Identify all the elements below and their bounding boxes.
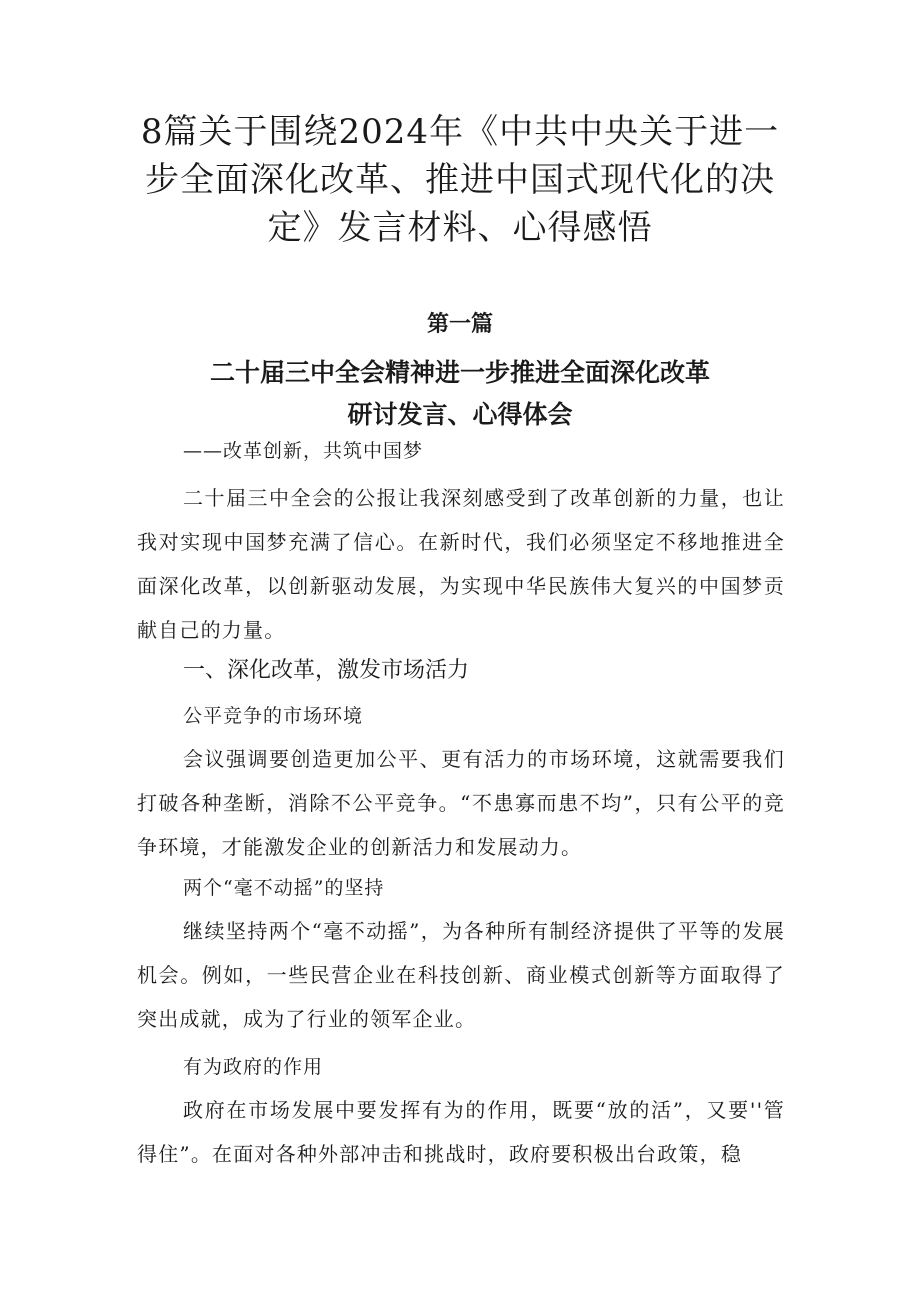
title-line-3: 定》发言材料、心得感悟 — [267, 208, 653, 248]
paragraph-fair-competition: 会议强调要创造更加公平、更有活力的市场环境，这就需要我们打破各种垄断，消除不公平竞争。“不患寡而患不均”，只有公平的竞争环境，才能激发企业的创新活力和发展动力。 — [137, 747, 785, 859]
intro-paragraph: 二十届三中全会的公报让我深刻感受到了改革创新的力量，也让我对实现中国梦充满了信心。在新时代，我们必须坚定不移地推进全面深化改革，以创新驱动发展，为实现中华民族伟大复兴的中国梦贡献自己的力量。 — [137, 486, 785, 642]
subheading-fair-competition: 公平竞争的市场环境 — [183, 705, 364, 727]
title-line-2: 步全面深化改革、推进中国式现代化的决 — [145, 160, 775, 200]
section-subtitle: ——改革创新，共筑中国梦 — [183, 440, 424, 462]
section-title-line-2: 研讨发言、心得体会 — [347, 400, 573, 429]
subheading-two-unwavering: 两个“毫不动摇”的坚持 — [183, 877, 385, 899]
section-title-line-1: 二十届三中全会精神进一步推进全面深化改革 — [209, 358, 710, 387]
section-label: 第一篇 — [426, 312, 493, 337]
heading-deepen-reform: 一、深化改革，激发市场活力 — [183, 658, 470, 683]
paragraph-two-unwavering: 继续坚持两个“毫不动摇”，为各种所有制经济提供了平等的发展机会。例如，一些民营企业在科技创新、商业模式创新等方面取得了突出成就，成为了行业的领军企业。 — [137, 919, 785, 1031]
section-title — [0, 352, 920, 436]
title-line-1: 8篇关于围绕2024年《中共中央关于进一 — [140, 112, 780, 152]
paragraph-government-role: 政府在市场发展中要发挥有为的作用，既要“放的活”，又要''管得住”。在面对各种外部冲击和挑战时，政府要积极出台政策，稳 — [137, 1098, 785, 1166]
subheading-government-role: 有为政府的作用 — [183, 1056, 324, 1078]
document-title — [100, 108, 820, 252]
